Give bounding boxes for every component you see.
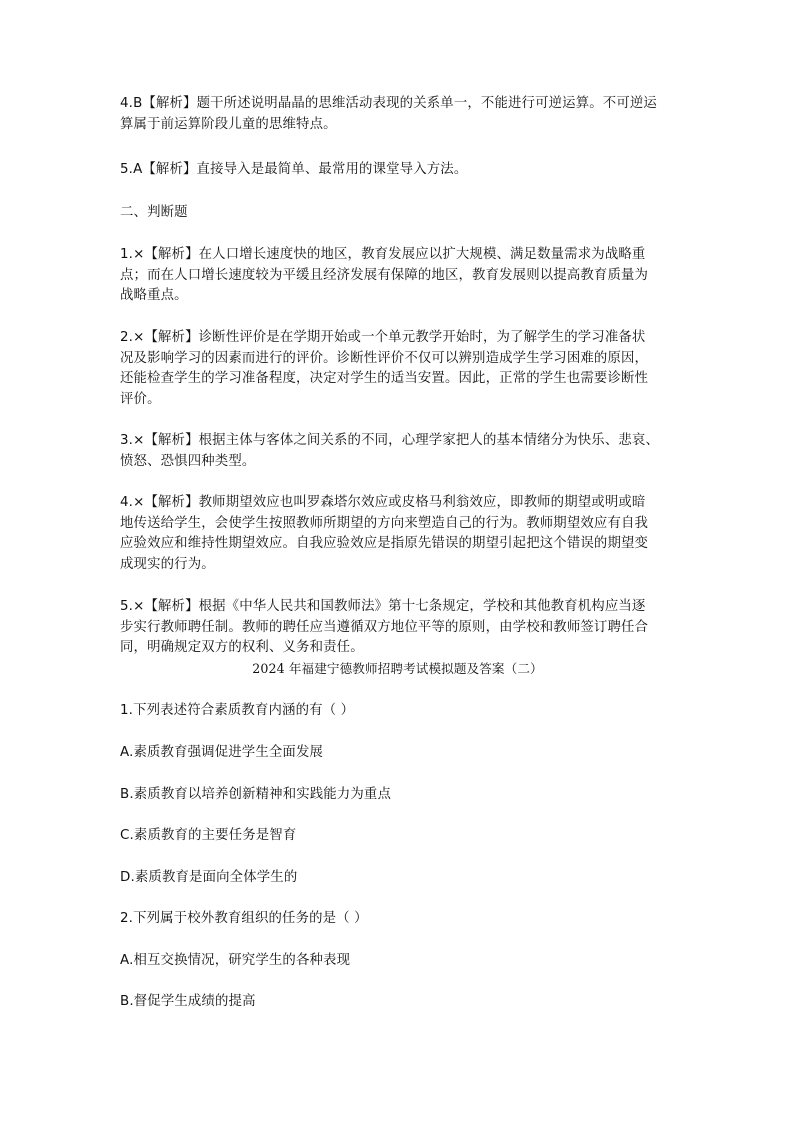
text-line: 还能检查学生的学习准备程度，决定对学生的适当安置。因此，正常的学生也需要诊断性 [120, 371, 649, 386]
text-line: 成现实的行为。 [120, 556, 215, 572]
text-line: 评价。 [120, 391, 161, 407]
text-line: 地传送给学生，会使学生按照教师所期望的方向来塑造自己的行为。教师期望效应有自我 [120, 515, 649, 531]
option-text: B.督促学生成绩的提高 [120, 994, 256, 1009]
text-line: 5.×【解析】根据《中华人民共和国教师法》第十七条规定，学校和其他教育机构应当逐 [120, 599, 646, 614]
text-line: 5.A【解析】直接导入是最简单、最常用的课堂导入方法。 [120, 162, 468, 177]
text-line: 愤怒、恐惧四种类型。 [120, 453, 256, 469]
option-text: D.素质教育是面向全体学生的 [120, 870, 298, 885]
text-line: 4.B【解析】题干所述说明晶晶的思维活动表现的关系单一，不能进行可逆运算。不可逆运 [120, 96, 657, 111]
question-1-option-a [120, 743, 680, 764]
text-line: 同，明确规定双方的权利、义务和责任。 [120, 640, 364, 655]
judgment-item-3 [120, 431, 680, 472]
text-line: 况及影响学习的因素而进行的评价。诊断性评价不仅可以辨别造成学生学习困难的原因， [120, 350, 649, 366]
question-stem: 1.下列表述符合素质教育内涵的有（ ） [120, 703, 355, 718]
text-line: 应验效应和维持性期望效应。自我应验效应是指原先错误的期望引起把这个错误的期望变 [120, 536, 649, 551]
section-heading: 二、判断题 [120, 205, 188, 220]
text-line: 3.×【解析】根据主体与客体之间关系的不同，心理学家把人的基本情绪分为快乐、悲哀、 [120, 433, 659, 448]
text-line: 4.×【解析】教师期望效应也叫罗森塔尔效应或皮格马利翁效应，即教师的期望或明或暗 [120, 495, 646, 510]
option-text: A.素质教育强调促进学生全面发展 [120, 745, 324, 760]
section-heading-judgment [120, 203, 680, 224]
option-text: B.素质教育以培养创新精神和实践能力为重点 [120, 787, 392, 802]
answer-5 [120, 160, 680, 181]
question-1-option-d [120, 868, 680, 889]
question-stem: 2.下列属于校外教育组织的任务的是（ ） [120, 911, 368, 926]
option-text: A.相互交换情况，研究学生的各种表现 [120, 953, 351, 968]
question-2-option-b [120, 992, 680, 1013]
option-text: C.素质教育的主要任务是智育 [120, 828, 297, 843]
question-2-option-a [120, 951, 680, 972]
judgment-item-5 [120, 597, 680, 659]
question-2-stem [120, 909, 680, 930]
question-1-option-c [120, 826, 680, 847]
judgment-item-2 [120, 328, 680, 410]
text-line: 算属于前运算阶段儿童的思维特点。 [120, 116, 337, 132]
question-1-stem [120, 701, 680, 722]
text-line: 2.×【解析】诊断性评价是在学期开始或一个单元教学开始时，为了解学生的学习准备状 [120, 330, 646, 345]
judgment-item-1 [120, 245, 680, 307]
exam-title: 2024 年福建宁德教师招聘考试模拟题及答案（二） [252, 661, 543, 676]
text-line: 步实行教师聘任制。教师的聘任应当遵循双方地位平等的原则，由学校和教师签订聘任合 [120, 619, 649, 635]
judgment-item-4 [120, 493, 680, 575]
question-1-option-b [120, 785, 680, 806]
text-line: 战略重点。 [120, 288, 188, 303]
answer-4 [120, 94, 680, 135]
text-line: 1.×【解析】在人口增长速度快的地区，教育发展应以扩大规模、满足数量需求为战略重 [120, 247, 646, 262]
text-line: 点；而在人口增长速度较为平缓且经济发展有保障的地区，教育发展则以提高教育质量为 [120, 267, 649, 283]
